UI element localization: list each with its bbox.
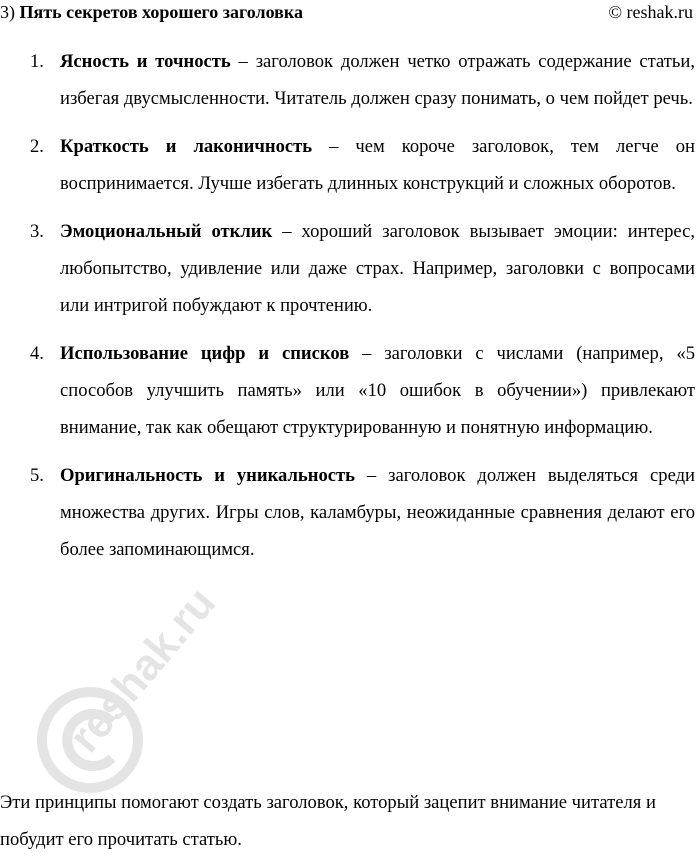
list-item — [0, 43, 699, 117]
task-number: 3) — [0, 2, 15, 22]
page-header — [0, 0, 699, 24]
task-title: Пять секретов хорошего заголовка — [19, 2, 303, 22]
watermark-text: reshak.ru — [60, 578, 225, 762]
list-item — [0, 457, 699, 568]
item-number: 2. — [30, 136, 44, 157]
list-item — [0, 213, 699, 324]
item-number: 4. — [30, 343, 44, 364]
list-item — [0, 128, 699, 202]
item-text: – заголовок должен четко отражать содержание статьи, избегая двусмысленности. Читатель должен сразу понимать, о чем пойдет речь. — [60, 51, 695, 109]
conclusion-paragraph: Эти принципы помогают создать заголовок, который зацепит внимание читателя и побудит его прочитать статью. — [0, 791, 656, 850]
watermark-copyright-icon — [20, 610, 230, 810]
watermark — [20, 578, 230, 810]
item-number: 5. — [30, 465, 44, 486]
item-text: – чем короче заголовок, тем легче он воспринимается. Лучше избегать длинных конструкций и сложных оборотов. — [60, 136, 695, 194]
item-term: Эмоциональный отклик — [60, 221, 273, 242]
item-number: 3. — [30, 221, 44, 242]
item-term: Ясность и точность — [60, 51, 231, 72]
list-item — [0, 335, 699, 446]
item-text: – заголовок должен выделяться среди множества других. Игры слов, каламбуры, неожиданные сравнения делают его более запоминающимся. — [60, 465, 695, 560]
item-term: Краткость и лаконичность — [60, 136, 313, 157]
item-text: – заголовки с числами (например, «5 способов улучшить память» или «10 ошибок в обучении») привлекают внимание, так как обещают структурированную и понятную информацию. — [60, 343, 695, 438]
principles-list — [0, 43, 699, 579]
item-term: Использование цифр и списков — [60, 343, 350, 364]
copyright-label: © reshak.ru — [608, 2, 693, 22]
item-number: 1. — [30, 51, 44, 72]
item-term: Оригинальность и уникальность — [60, 465, 355, 486]
item-text: – хороший заголовок вызывает эмоции: интерес, любопытство, удивление или даже страх. Например, заголовки с вопросами или интригой побуждают к прочтению. — [60, 221, 695, 316]
